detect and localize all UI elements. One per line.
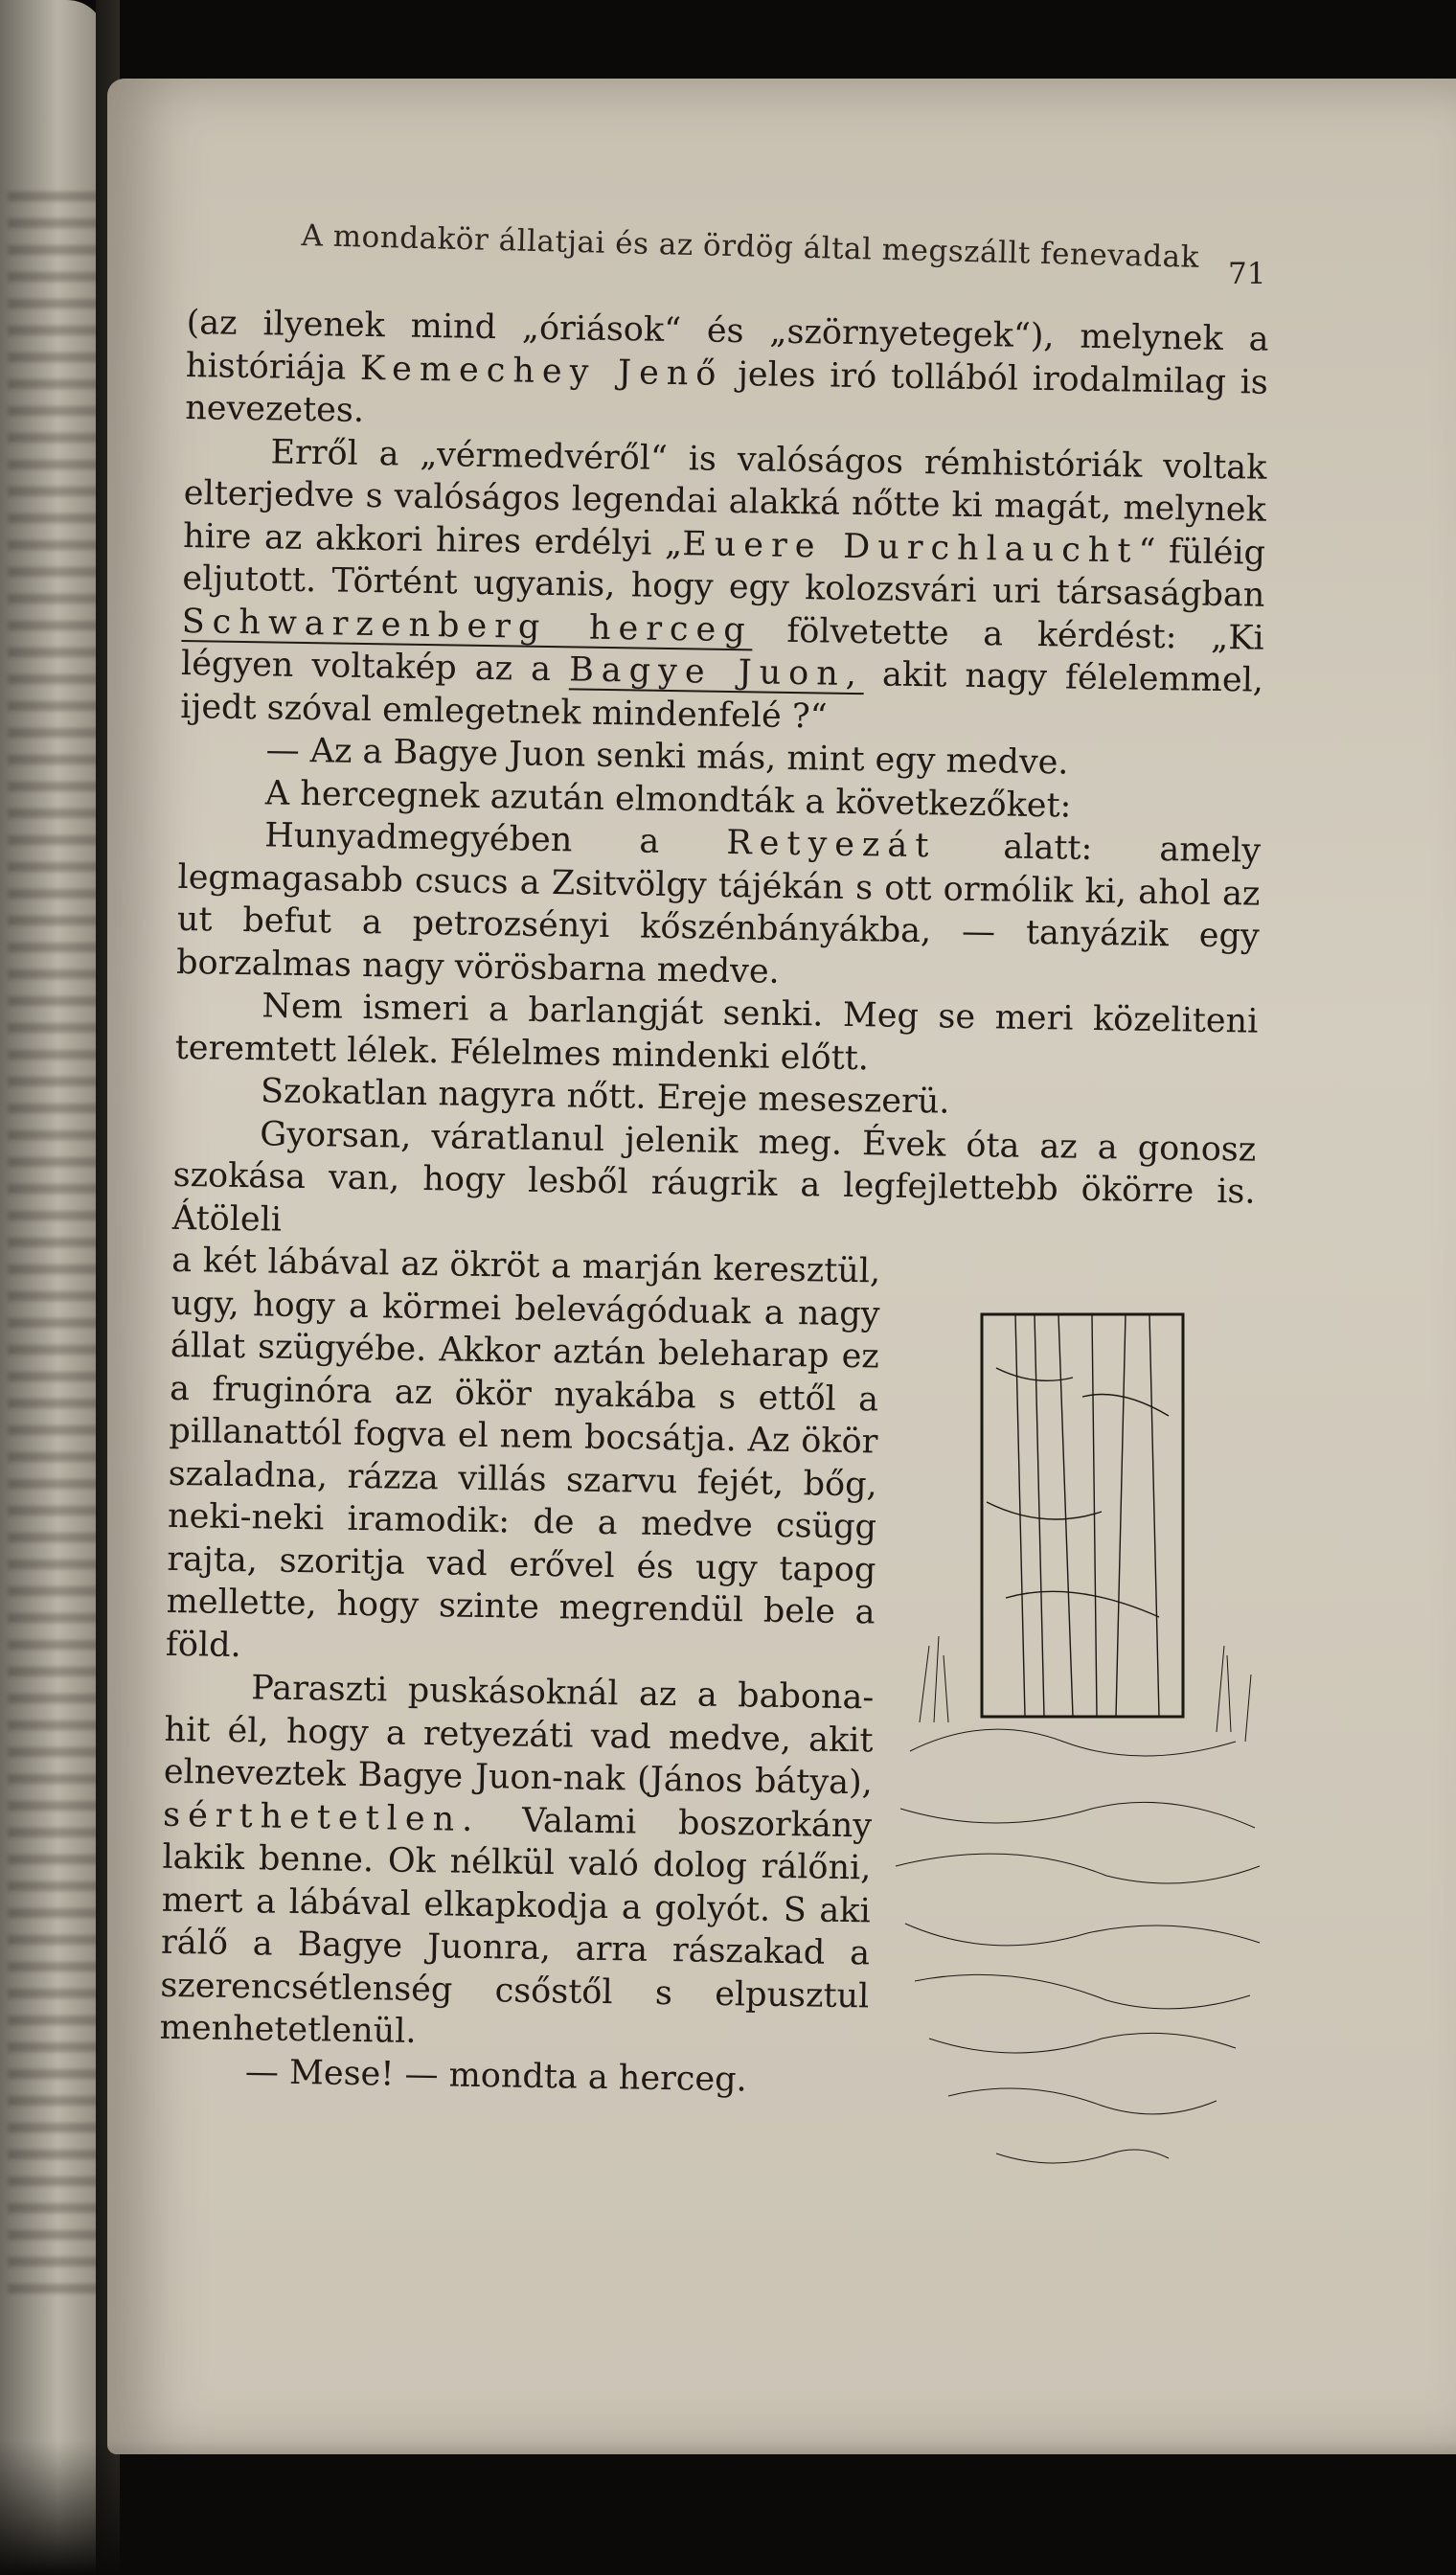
forest-stream-illustration (891, 1310, 1264, 2201)
paragraph-9: Paraszti puskásoknál az a babona-hit él, hogy a retyezáti vad medve, akit elneveztek Bagye Juon-nak (János bátya), sérthetetlen. Valami boszorkány lakik benne. Ok nélkül való dolog rálőni, mert a lábával elkapkodja a golyót. S aki rálő a Bagye Juonra, arra rászakad a szerencsétlenség csőstől s elpusztul menhetetlenül. (159, 1669, 875, 2051)
paragraph-5: Hunyadmegyében a Retyezát alatt: amely legmagasabb csucs a Zsitvölgy tájékán s ott ormólik ki, ahol az ut befut a petrozsényi kőszénbányákba, — tanyázik egy borzalmas nagy vörösbarna medve. (175, 816, 1262, 991)
facing-page-edge (0, 0, 105, 2575)
author-name: Kemechey Jenő (359, 349, 724, 394)
paragraph-1: (az ilyenek mind „óriások“ és „szörnyetegek“), melynek a históriája Kemechey Jenő jeles iró tollából irodalmilag is nevezetes. (184, 303, 1269, 430)
bottom-shadow (0, 2441, 1456, 2575)
facing-page-text-blur (8, 192, 99, 2299)
durchlaucht: Euere Durchlaucht (681, 524, 1139, 571)
prince-name: Schwarzenberg herceg (181, 602, 754, 649)
running-head: A mondakör állatjai és az ördög által megszállt fenevadak (301, 218, 1200, 275)
paragraph-7: Szokatlan nagyra nőtt. Ereje meseszerü. (260, 1072, 950, 1122)
paragraph-8-continued: a két lábával az ökröt a marján keresztül, ugy, hogy a körmei belevágóduak a nagy állat szügyébe. Akkor aztán beleharap ez a fruginóra az ökör nyakába s ettől a pillanattól fogva el nem bocsátja. Az ökör szaladna, rázza villás szarvu fejét, bőg, neki-neki iramodik: de a medve csügg rajta, szoritja vad erővel és ugy tapog mellette, hogy szinte megrendül bele a föld. (165, 1241, 881, 1665)
paragraph-6: Nem ismeri a barlangját senki. Meg se meri közeliteni teremtett lélek. Félelmes mindenki előtt. (174, 987, 1259, 1078)
paragraph-10: — Mese! — mondta a herceg. (244, 2052, 748, 2099)
paragraph-8: Gyorsan, váratlanul jelenik meg. Évek óta az a gonosz szokása van, hogy lesből ráugrik a legfejlettebb ökörre is. Átöleli (171, 1114, 1257, 1240)
bear-name: Bagye Juon, (568, 650, 865, 695)
invulnerable-word: sérthetetlen. (162, 1795, 481, 1839)
mountain-name: Retyezát (726, 823, 937, 866)
paragraph-2: Erről a „vérmedvéről“ is valóságos rémhistóriák voltak elterjedve s valóságos legendai alakká nőtte ki magát, melynek hire az akkori hires erdélyi „Euere Durchlaucht“ füléig eljutott. Történt ugyanis, hogy egy kolozsvári uri társaságban Schwarzenberg herceg fölvetette a kérdést: „Ki légyen voltakép az a Bagye Juon, akit nagy félelemmel, ijedt szóval emlegetnek mindenfelé ?“ (180, 432, 1267, 737)
paragraph-4: A hercegnek azután elmondták a következőket: (264, 773, 1072, 826)
paragraph-3: — Az a Bagye Juon senki más, mint egy medve. (265, 731, 1069, 783)
page-number: 71 (1228, 257, 1266, 291)
